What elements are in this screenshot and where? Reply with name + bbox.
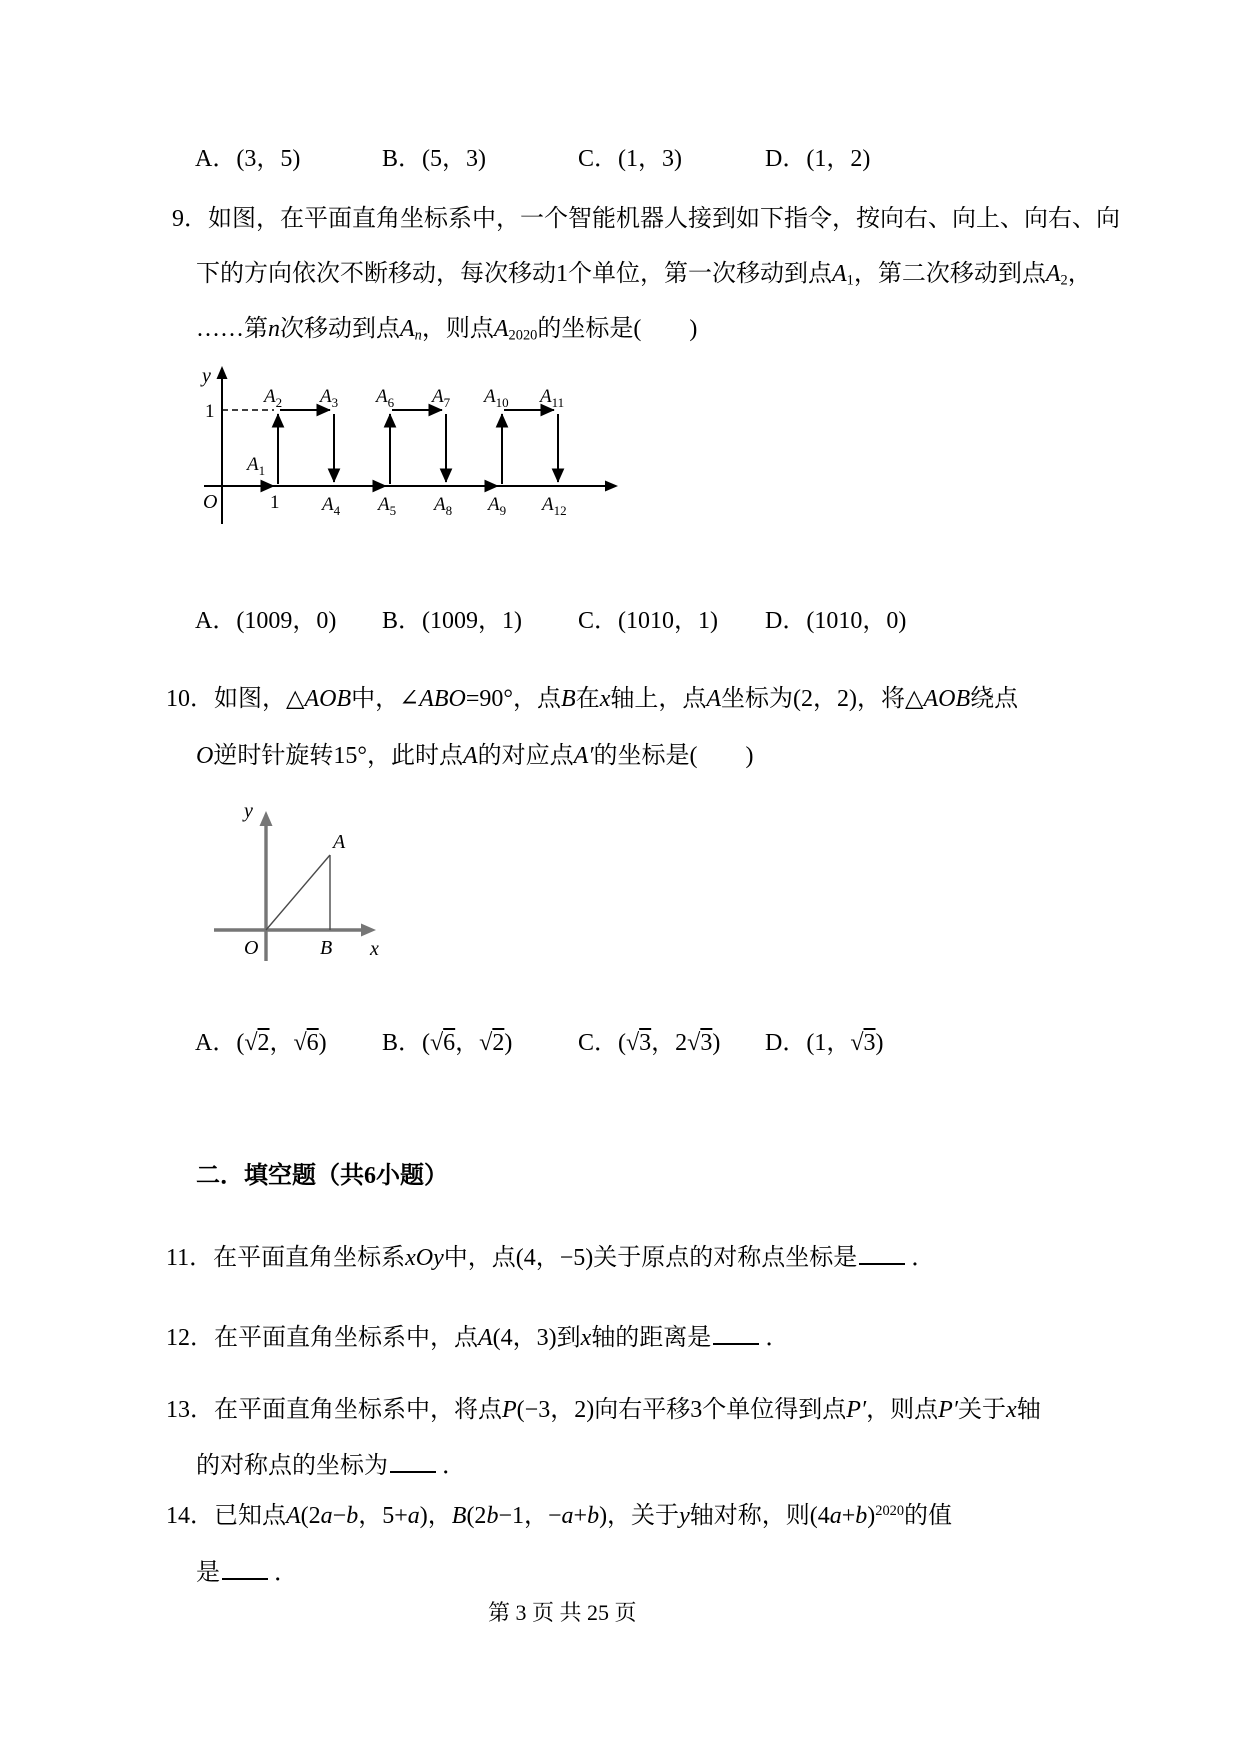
- y-tick-1: 1: [205, 401, 215, 422]
- x-tick-1: 1: [270, 492, 280, 513]
- point-label-a12: $A_{12}$: [542, 494, 567, 518]
- origin-label: O: [244, 937, 259, 959]
- option-c: C．(1，3): [578, 146, 682, 172]
- question-10-line-2: O逆时针旋转15°，此时点A的对应点A′的坐标是( ): [196, 743, 754, 769]
- question-9-line-3: ……第n次移动到点$A_n$，则点$A_{2020}$的坐标是( ): [196, 316, 698, 344]
- point-label-a6: $A_6$: [376, 386, 395, 410]
- x-axis-label: x: [370, 938, 379, 960]
- triangle-aob: [266, 855, 330, 930]
- option-a: A．(1009，0): [195, 608, 337, 634]
- origin-label: O: [203, 491, 218, 513]
- q10-triangle-figure: [198, 795, 408, 970]
- point-label-a8: $A_8$: [434, 494, 453, 518]
- question-14-line-1: 14．已知点A(2a−b，5+a)，B(2b−1，−a+b)，关于y轴对称，则$(4a+b)^{2020}$的值: [166, 1503, 953, 1529]
- option-b: B．(5，3): [382, 146, 486, 172]
- option-b: B．(√6，√2): [382, 1030, 513, 1056]
- y-axis: [217, 366, 228, 524]
- option-b: B．(1009，1): [382, 608, 522, 634]
- option-d: D．(1，2): [765, 146, 871, 172]
- prev-question-options-row: [0, 138, 1240, 178]
- question-9-line-1: 9．如图，在平面直角坐标系中，一个智能机器人接到如下指令，按向右、向上、向右、向: [172, 206, 1120, 232]
- point-label-a11: $A_{11}$: [540, 386, 565, 410]
- option-a: A．(√2，√6): [195, 1030, 327, 1056]
- point-label-a4: $A_4$: [322, 494, 341, 518]
- option-a: A．(3，5): [195, 146, 301, 172]
- point-b-label: B: [320, 937, 333, 959]
- question-10-line-1: 10．如图，△AOB中，∠ABO=90°，点B在x轴上，点A坐标为(2，2)，将△AOB绕点: [166, 686, 1019, 712]
- point-label-a3: $A_3$: [320, 386, 339, 410]
- point-label-a1: $A_1$: [247, 454, 266, 478]
- question-12-line-1: 12．在平面直角坐标系中，点A(4，3)到x轴的距离是 ．: [166, 1322, 789, 1354]
- point-label-a10: $A_{10}$: [484, 386, 509, 410]
- option-c: C．(1010，1): [578, 608, 718, 634]
- option-c: C．(√3，2√3): [578, 1030, 721, 1056]
- section-2-header: 二．填空题（共6小题）: [196, 1163, 448, 1189]
- point-label-a2: $A_2$: [264, 386, 283, 410]
- option-d: D．(1010，0): [765, 608, 907, 634]
- point-label-a7: $A_7$: [432, 386, 451, 410]
- point-label-a5: $A_5$: [378, 494, 397, 518]
- x-axis: [214, 924, 376, 937]
- q9-coordinate-figure: [190, 358, 620, 538]
- robot-path-arrows: [222, 410, 558, 486]
- point-a-label: A: [333, 831, 346, 853]
- question-13-line-1: 13．在平面直角坐标系中，将点P(−3，2)向右平移3个单位得到点P′，则点P′关于x轴: [166, 1397, 1041, 1423]
- question-14-line-2: 是 ．: [196, 1557, 298, 1589]
- question-9-line-2: 下的方向依次不断移动，每次移动1个单位，第一次移动到点$A_1$，第二次移动到点$A_2$，: [196, 261, 1092, 289]
- page-footer: 第 3 页 共 25 页: [488, 1600, 637, 1625]
- y-axis: [260, 811, 273, 961]
- option-d: D．(1，√3): [765, 1030, 884, 1056]
- point-label-a9: $A_9$: [488, 494, 507, 518]
- question-11-line-1: 11．在平面直角坐标系xOy中，点(4，−5)关于原点的对称点坐标是 ．: [166, 1242, 935, 1274]
- y-axis-label: y: [202, 365, 211, 387]
- q9-options-row: [0, 600, 1240, 640]
- question-13-line-2: 的对称点的坐标为 ．: [196, 1450, 466, 1482]
- q10-options-row: [0, 1022, 1240, 1062]
- y-axis-label: y: [244, 800, 253, 822]
